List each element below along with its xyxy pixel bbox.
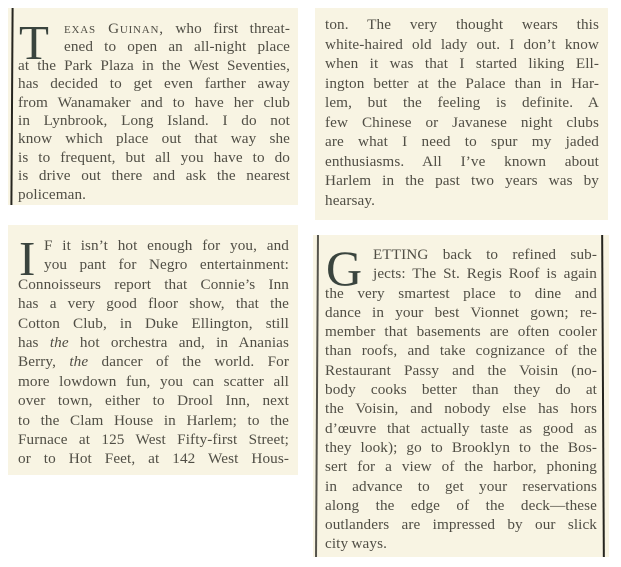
text-line — [325, 15, 599, 35]
text-line — [18, 255, 289, 274]
text-segment: along the edge of the deck—these — [325, 496, 597, 514]
text-line — [18, 75, 290, 93]
drop-cap: I — [19, 231, 36, 286]
text-segment: sert for a view of the harbor, phoning — [325, 458, 597, 476]
text-segment: or to Hot Feet, at 142 West Hous- — [18, 450, 289, 468]
text-line — [325, 171, 599, 191]
text-segment: they look); go to Brooklyn to the Bos- — [325, 438, 597, 456]
text-line — [18, 186, 290, 204]
text-segment: body cooks better than they do at — [325, 381, 597, 399]
text-segment: you pant for Negro entertainment: — [44, 256, 289, 274]
italic-text: the — [49, 334, 69, 352]
text-line — [325, 322, 597, 341]
text-line — [325, 284, 597, 303]
text-segment: ETTING back to refined sub- — [373, 246, 597, 263]
text-line — [18, 411, 289, 430]
text-segment: know which place out that way she — [18, 130, 290, 148]
text-segment: at the Park Plaza in the West Seventies, — [18, 56, 290, 74]
text-segment: who first threat- — [163, 20, 290, 37]
clipping-harlem-hearsay — [315, 8, 608, 220]
text-segment: the very smartest place to dine and — [325, 284, 597, 302]
text-line — [325, 534, 597, 553]
text-line — [18, 130, 290, 148]
text-segment: Cotton Club, in Duke Ellington, still — [18, 314, 289, 332]
text-line — [325, 152, 599, 172]
text-line — [325, 341, 597, 360]
text-line — [325, 74, 599, 94]
clipping-texas-guinan — [8, 8, 298, 205]
text-line — [325, 303, 597, 322]
text-segment: has a very good floor show, that the — [18, 295, 289, 313]
text-line — [325, 361, 597, 380]
text-line — [325, 54, 599, 74]
text-line — [18, 167, 290, 185]
text-segment: are what I need to spur my jaded — [325, 133, 599, 150]
text-line — [325, 477, 597, 496]
text-segment: ington better at the Palace than in Har- — [325, 74, 599, 92]
text-segment: jects: The St. Regis Roof is again — [373, 265, 597, 283]
clip-text — [18, 15, 290, 204]
text-segment: Connoisseurs report that Connie’s Inn — [18, 275, 289, 293]
text-segment: Restaurant Passy and the Voisin (no- — [325, 361, 597, 379]
text-line — [325, 419, 597, 438]
clip-text — [18, 231, 290, 469]
text-segment: is drive out there and ask the nearest — [18, 167, 290, 185]
text-segment: ened to open an all-night place — [64, 38, 290, 56]
text-line — [325, 515, 597, 534]
small-caps-text: exas Guinan, — [64, 20, 164, 37]
text-segment: hot orchestra and, in Ananias — [68, 334, 290, 352]
text-segment: more lowdown fun, you can scatter all — [18, 372, 289, 390]
text-line — [325, 380, 597, 399]
text-segment: enthusiasms. All I’ve known about — [325, 152, 599, 170]
text-segment: has — [18, 334, 50, 352]
text-segment: outlanders are impressed by our slick — [325, 516, 597, 534]
text-segment: ton. The very thought wears this — [325, 16, 599, 33]
clip-text — [325, 240, 597, 554]
text-line — [325, 35, 599, 55]
text-line — [18, 94, 290, 112]
text-line — [18, 314, 289, 333]
clipping-st-regis-roof — [313, 235, 609, 557]
text-segment: city ways. — [325, 535, 387, 553]
text-segment: than roofs, and take cognizance of the — [325, 342, 597, 360]
text-segment: d’œuvre that actually taste as good as — [325, 419, 597, 437]
text-line — [18, 391, 289, 410]
text-line — [18, 449, 289, 468]
text-segment: to the Clam House in Harlem; to the — [18, 411, 289, 429]
drop-cap: G — [326, 240, 363, 296]
text-line — [325, 264, 597, 283]
text-segment: hearsay. — [325, 191, 375, 209]
text-segment: has decided to get even farther away — [18, 75, 290, 93]
text-line — [18, 430, 289, 449]
text-line — [18, 38, 290, 56]
text-line — [18, 20, 290, 38]
italic-text: the — [69, 353, 89, 371]
text-segment: dance in your best Vionnet gown; re- — [325, 303, 597, 321]
drop-cap: T — [19, 15, 50, 70]
text-line — [325, 93, 599, 113]
text-line — [325, 438, 597, 457]
text-line — [325, 496, 597, 515]
text-segment: the Voisin, and nobody else has hors — [325, 400, 597, 418]
clipping-connies-inn — [8, 225, 298, 475]
text-segment: Harlem in the past two years was by — [325, 172, 599, 189]
text-segment: Berry, — [18, 353, 70, 371]
clip-text — [325, 15, 599, 210]
text-line — [325, 399, 597, 418]
text-line — [325, 245, 597, 264]
text-line — [325, 132, 599, 152]
text-segment: F it isn’t hot enough for you, and — [44, 237, 289, 254]
text-line — [18, 112, 290, 130]
text-line — [18, 294, 289, 313]
text-segment: over town, either to Drool Inn, next — [18, 392, 289, 410]
text-line — [18, 333, 289, 352]
text-line — [18, 275, 289, 294]
text-segment: member that basements are often cooler — [325, 323, 597, 341]
text-line — [18, 236, 289, 255]
text-segment: dancer of the world. For — [88, 353, 289, 371]
text-segment: lem, but the feeling is definite. A — [325, 94, 599, 111]
text-line — [325, 457, 597, 476]
text-segment: in Lynbrook, Long Island. I do not — [18, 112, 290, 130]
text-line — [18, 57, 290, 75]
text-line — [18, 352, 289, 371]
text-segment: few Chinese or Javanese night clubs — [325, 113, 599, 131]
text-line — [325, 113, 599, 133]
text-segment: is to frequent, but all you have to do — [18, 148, 290, 166]
text-segment: Furnace at 125 West Fifty-first Street; — [18, 431, 289, 449]
text-segment: white-haired old lady out. I don’t know — [325, 35, 599, 53]
text-line — [18, 372, 289, 391]
text-segment: policeman. — [18, 185, 87, 203]
text-line — [325, 191, 599, 211]
text-line — [18, 149, 290, 167]
text-segment: from Wanamaker and to have her club — [18, 93, 290, 111]
text-segment: when it was that I started liking Ell- — [325, 55, 599, 72]
text-segment: in advance to get your reservations — [325, 477, 597, 495]
